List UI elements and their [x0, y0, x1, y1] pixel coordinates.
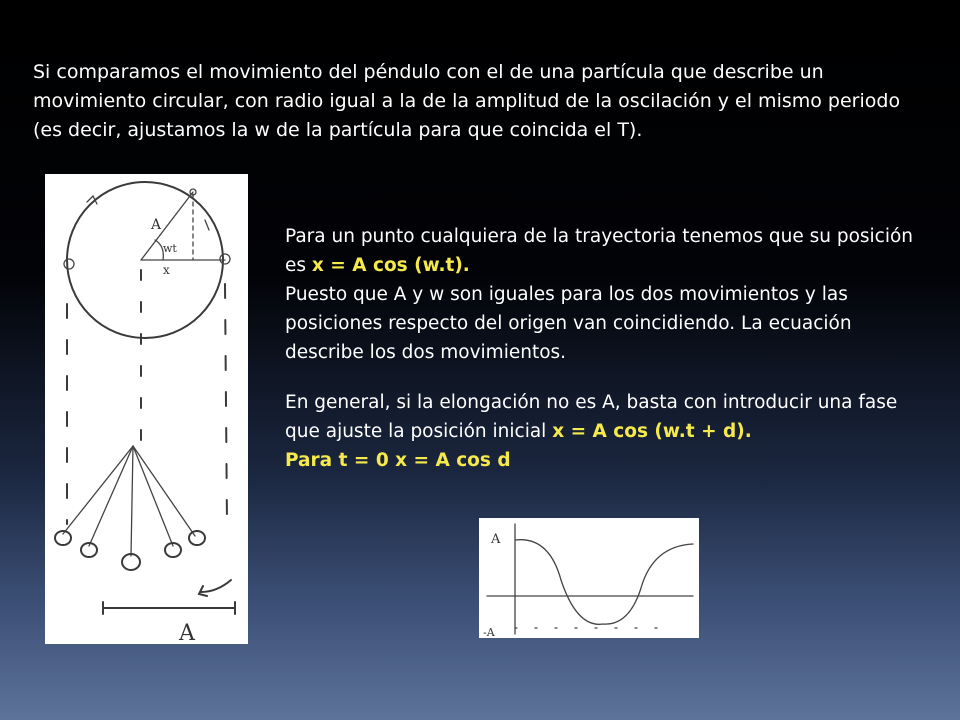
cosine-graph-sketch: [479, 518, 699, 638]
pendulum-circle-sketch: [45, 174, 248, 644]
pendulum-strings: [63, 446, 195, 556]
guide-right: [225, 284, 227, 524]
label-bottom-A: A: [179, 621, 195, 644]
circle-point-left: [64, 259, 74, 269]
block1-formula: x = A cos (w.t).: [311, 255, 470, 276]
block2-text-a: En general, si la elongación no es A, basta con introducir una fase que ajuste la posición inicial: [285, 392, 898, 442]
motion-arrow: [201, 580, 231, 592]
block-position-explanation: [285, 222, 925, 367]
circle-tick-mark: [205, 220, 209, 230]
pendulum-bobs: [55, 531, 205, 570]
intro-paragraph: Si comparamos el movimiento del péndulo con el de una partícula que describe un movimiento circular, con radio igual a la de la amplitud de la oscilación y el mismo periodo (es decir, ajustamos la w de la partícula para que coincida el T).: [33, 61, 901, 141]
label-A: A: [151, 217, 162, 233]
block2-formula: x = A cos (w.t + d).: [552, 421, 752, 442]
graph-curve: [515, 540, 693, 625]
graph-sketch-svg: [479, 518, 699, 638]
pendulum-sketch-svg: [45, 174, 248, 644]
circle-point-right: [220, 254, 230, 264]
label-wt: wt: [163, 242, 177, 255]
label-x: x: [163, 263, 170, 277]
graph-label-minus-A: -A: [483, 626, 495, 638]
block1-text-b: Puesto que A y w son iguales para los dos movimientos y las posiciones respecto del origen van coincidiendo. La ecuación describe los dos movimientos.: [285, 284, 852, 363]
block1-text-a: Para un punto cualquiera de la trayectoria tenemos que su posición es: [285, 226, 914, 276]
block2-line3: Para t = 0 x = A cos d: [285, 450, 511, 471]
block-phase-explanation: [285, 388, 925, 475]
graph-label-A: A: [491, 532, 501, 547]
